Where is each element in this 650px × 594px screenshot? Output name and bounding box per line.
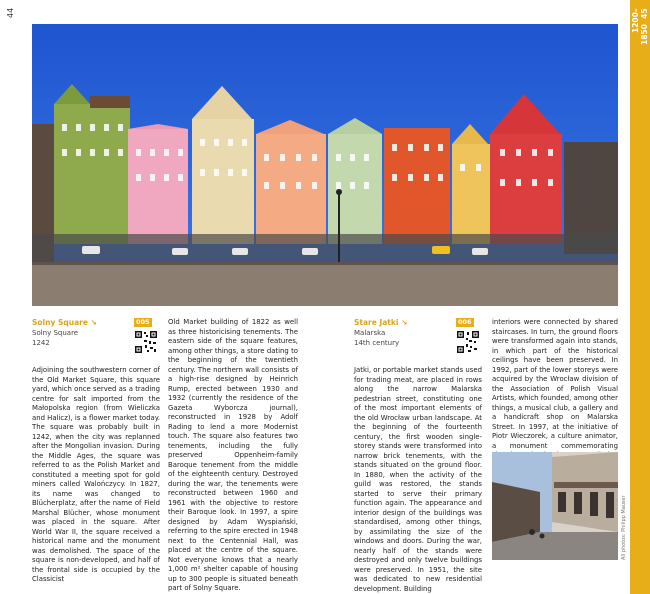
entry-badge-005: 005 bbox=[136, 318, 150, 326]
text-column-1: Adjoining the southwestern corner of the Old Market Square, this square yard, which once served as a trading centre for salt imported from the Małopolska region (from Wieliczka and Halicz), is a flower market today. The square was probably built in 1242, when the city was replanned after the Mongolian invasion. During the Middle Ages, the square was referred to as the Polish Market and constituted a meeting spot for gold miners called Walończycy. In 1827, its name was changed to Blücherplatz, after the name of Field Marshal Blücher, whose monument was placed in the square. After World War II, the square received a historical name and the monument was demolished. The space of the square is non-developed, and half of the frontal side is occupied by the Classicist bbox=[32, 366, 160, 583]
entry-badge-006: 006 bbox=[458, 318, 472, 326]
entry-address-stare-jatki: Malarska bbox=[354, 329, 386, 337]
chapter-band bbox=[630, 0, 650, 594]
entry-address-solny-square: Solny Square bbox=[32, 329, 79, 337]
arrow-down-right-icon: ↘ bbox=[90, 318, 97, 327]
stare-jatki-photo bbox=[492, 452, 618, 560]
entry-date-solny-square: 1242 bbox=[32, 339, 50, 347]
entry-title-stare-jatki: Stare Jatki ↘ bbox=[354, 318, 408, 327]
entry-title-solny-square: Solny Square ↘ bbox=[32, 318, 97, 327]
qr-code-icon[interactable] bbox=[134, 330, 158, 354]
period-label: 1200–1850 45 bbox=[631, 8, 649, 45]
tenements-illustration bbox=[32, 24, 618, 306]
arrow-down-right-icon: ↘ bbox=[401, 318, 408, 327]
text-column-4: interiors were connected by shared staircases. In turn, the ground floors were transformed again into stands, in which part of the historical ceilings have been preserved. In 1992, part of the lower storeys were acquired by the Wrocław division of the Association of Polish Visual Artists, which founded, among other things, a musical club, a gallery and a handicraft shop on Malarska Street. In 1997, at the initiative of Piotr Wieczorek, a culture animator, a monument commemorating bbox=[492, 318, 618, 450]
page-number-left: 44 bbox=[6, 7, 15, 18]
entry-date-stare-jatki: 14th century bbox=[354, 339, 400, 347]
photo-credit: All photos: Philipp Mauser bbox=[621, 495, 627, 560]
market-stalls-illustration bbox=[492, 452, 618, 560]
text-column-2: Old Market building of 1822 as well as three historicising tenements. The eastern side of the square features, among other things, a store dating to the beginning of the twentieth century. The northern wall consists of a high-rise designed by Heinrich Rump, erected between 1930 and 1932 (currently the residence of the Gazeta Wyborcza journal), reconstructed in 1928 by Adolf Rading to lend a more Modernist touch. The square also features two tenements, including the fully preserved Oppenheim-family Baroque tenement from the middle of the eighteenth century. Destroyed during the war, the tenements were reconstructed between 1960 and 1961 with the objective to restore their Baroque look. In 1997, a spire designed by Adam Wyspiański, referring to the spire erected in 1948 next to the Centennial Hall, was placed at the centre of the square. Not everyone knows that a nearly 1,000 m² shelter capable of housing up to 300 people is situated beneath part of Solny Square. bbox=[168, 318, 298, 592]
solny-square-photo bbox=[32, 24, 618, 306]
text-column-3: Jatki, or portable market stands used for trading meat, are placed in rows along the narrow Malarska pedestrian street, constituting one of the most important elements of the old Wrocław urban landscape. At the beginning of the fourteenth century, the first wooden single-storey stands were transformed into narrow brick tenements, with the stands situated on the ground floor. In 1880, when the activity of the guild was restored, the stands started to serve their primary function again. The appearance and interior design of the buildings was standardised, among other things, by assimilating the size of the windows and doors. During the war, nearly half of the stands were destroyed and only twelve buildings were preserved. In 1951, the site was dedicated to new residential development. Building bbox=[354, 366, 482, 593]
qr-code-icon[interactable] bbox=[456, 330, 480, 354]
